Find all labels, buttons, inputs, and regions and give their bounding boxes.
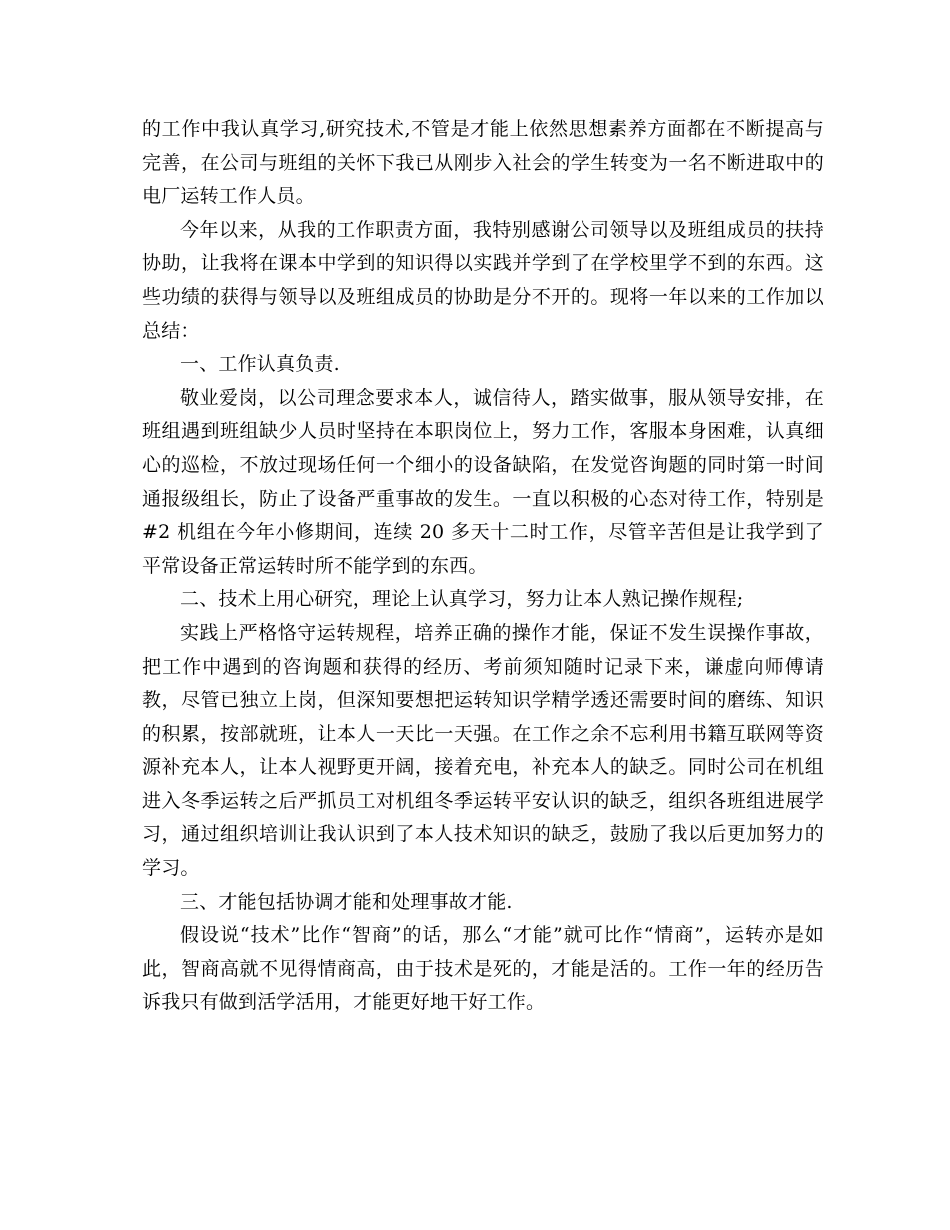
paragraph-intro: 今年以来，从我的工作职责方面，我特别感谢公司领导以及班组成员的扶持协助，让我将在课本中学到的知识得以实践并学到了在学校里学不到的东西。这些功绩的获得与领导以及班组成员的协助是分不开的。现将一年以来的工作加以总结：: [142, 218, 824, 342]
paragraph-section-1: 敬业爱岗，以公司理念要求本人，诚信待人，踏实做事，服从领导安排，在班组遇到班组缺少人员时坚持在本职岗位上，努力工作，客服本身困难，认真细心的巡检，不放过现场任何一个细小的设备缺陷，在发觉咨询题的同时第一时间通报级组长，防止了设备严重事故的发生。一直以积极的心态对待工作，特别是#2 机组在今年小修期间，连续 20 多天十二时工作，尽管辛苦但是让我学到了平常设备正常运转时所不能学到的东西。: [142, 386, 824, 577]
paragraph-continuation: 的工作中我认真学习,研究技术,不管是才能上依然思想素养方面都在不断提高与完善，在公司与班组的关怀下我已从刚步入社会的学生转变为一名不断进取中的电厂运转工作人员。: [142, 118, 824, 208]
document-body: [142, 113, 824, 1020]
section-heading-1: 一、工作认真负责.: [180, 353, 340, 376]
paragraph-section-2: 实践上严格恪守运转规程，培养正确的操作才能，保证不发生误操作事故，把工作中遇到的咨询题和获得的经历、考前须知随时记录下来，谦虚向师傅请教，尽管已独立上岗，但深知要想把运转知识学精学透还需要时间的磨练、知识的积累，按部就班，让本人一天比一天强。在工作之余不忘利用书籍互联网等资源补充本人，让本人视野更开阔，接着充电，补充本人的缺乏。同时公司在机组进入冬季运转之后严抓员工对机组冬季运转平安认识的缺乏，组织各班组进展学习，通过组织培训让我认识到了本人技术知识的缺乏，鼓励了我以后更加努力的学习。: [142, 621, 824, 880]
paragraph-section-3: 假设说“技术”比作“智商”的话，那么“才能”就可比作“情商”，运转亦是如此，智商高就不见得情商高，由于技术是死的，才能是活的。工作一年的经历告诉我只有做到活学活用，才能更好地干好工作。: [142, 924, 824, 1014]
section-heading-3: 三、才能包括协调才能和处理事故才能.: [180, 890, 513, 913]
section-heading-2: 二、技术上用心研究，理论上认真学习，努力让本人熟记操作规程;: [180, 588, 744, 611]
